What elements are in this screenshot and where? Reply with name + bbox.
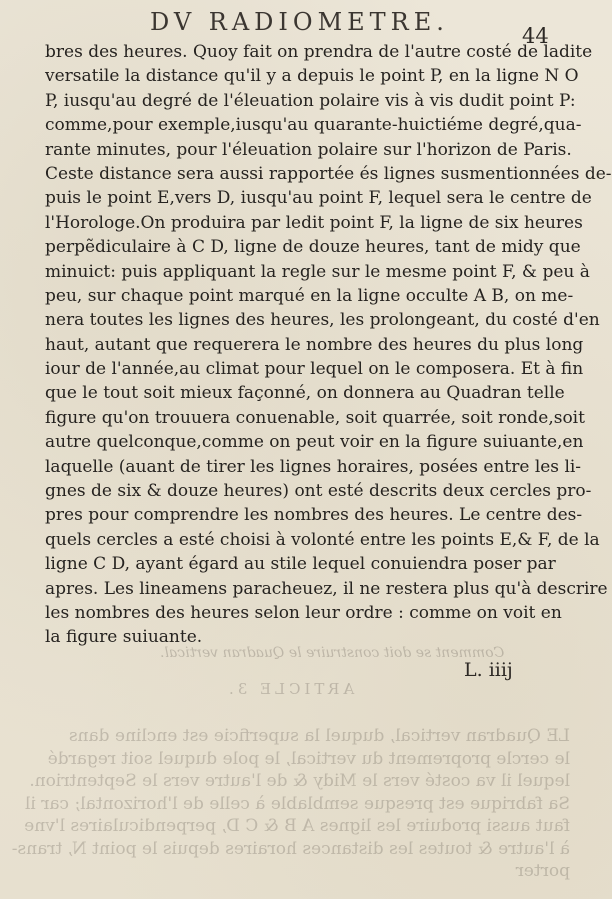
text-line: figure qu'on trouuera conuenable, soit quarrée, soit ronde,soit bbox=[45, 407, 585, 428]
page-number: 44 bbox=[522, 24, 549, 48]
text-line: que le tout soit mieux façonné, on donnera au Quadran telle bbox=[45, 383, 565, 404]
text-line: quels cercles a esté choisi à volonté entre les points E,& F, de la bbox=[45, 529, 600, 550]
text-line: perpẽdiculaire à C D, ligne de douze heures, tant de midy que bbox=[45, 237, 581, 258]
text-line: bres des heures. Quoy fait on prendra de l'autre costé de ladite bbox=[45, 42, 593, 62]
signature-mark: L. iiij bbox=[464, 659, 513, 681]
text-line: comme,pour exemple,iusqu'au quarante-huictiéme degré,qua- bbox=[45, 115, 582, 136]
text-line: apres. Les lineamens paracheuez, il ne restera plus qu'à descrire bbox=[45, 578, 608, 599]
text-line-final: la figure suiuante. bbox=[45, 627, 203, 648]
text-line: peu, sur chaque point marqué en la ligne occulte A B, on me- bbox=[45, 285, 574, 306]
text-line: P, iusqu'au degré de l'éleuation polaire vis à vis dudit point P: bbox=[45, 90, 576, 111]
text-line: rante minutes, pour l'éleuation polaire sur l'horizon de Paris. bbox=[45, 139, 572, 160]
text-line: puis le point E,vers D, iusqu'au point F, lequel sera le centre de bbox=[45, 188, 592, 209]
text-line: les nombres des heures selon leur ordre : comme on voit en bbox=[45, 602, 562, 623]
show-through-line: à l'autre & toutes les distances horaires depuis le point N, trans- bbox=[11, 838, 570, 859]
text-line: nera toutes les lignes des heures, les prolongeant, du costé d'en bbox=[45, 310, 600, 331]
text-line: minuict: puis appliquant la regle sur le mesme point F, & peu à bbox=[45, 261, 590, 282]
running-head: DV RADIOMETRE. bbox=[150, 8, 449, 36]
text-line: haut, autant que requerera le nombre des heures du plus long bbox=[45, 334, 584, 355]
show-through-line: lequel il va costé vers le Midy & de l'autre vers le Septentrion. bbox=[29, 771, 570, 791]
text-line: pres pour comprendre les nombres des heures. Le centre des- bbox=[45, 505, 583, 526]
show-through-line: porter bbox=[515, 861, 570, 881]
show-through-line: Sa fabrique est presque semblable à celle de l'horizontal; car il bbox=[24, 793, 570, 814]
text-line: iour de l'année,au climat pour lequel on le composera. Et à fin bbox=[45, 359, 584, 380]
body-text bbox=[45, 40, 612, 650]
text-line: gnes de six & douze heures) ont esté descrits deux cercles pro- bbox=[45, 481, 592, 502]
text-line: autre quelconque,comme on peut voir en la figure suiuante,en bbox=[45, 432, 584, 453]
text-line: laquelle (auant de tirer les lignes horaires, posées entre les li- bbox=[45, 456, 582, 477]
show-through-line: LE Quadran vertical, duquel la superficie est encline dans bbox=[68, 726, 570, 746]
text-line: ligne C D, ayant égard au stile lequel conuiendra poser par bbox=[45, 554, 556, 575]
text-line: versatile la distance qu'il y a depuis le point P, en la ligne N O bbox=[45, 66, 579, 87]
show-through-caption: Comment se doit construire le Quadran vertical. bbox=[160, 645, 505, 661]
text-line: l'Horologe.On produira par ledit point F, la ligne de six heures bbox=[45, 212, 583, 233]
text-line: Ceste distance sera aussi rapportée és lignes susmentionnées de- bbox=[45, 163, 612, 184]
show-through-line: faut aussi produire les lignes A B & C D, perpendiculaires l'vne bbox=[24, 816, 570, 836]
show-through-text-block bbox=[11, 725, 570, 895]
show-through-line: le cercle proprement du vertical, le pole duquel soit regardé bbox=[47, 748, 570, 769]
show-through-article-heading: ARTICLE 3. bbox=[225, 680, 355, 698]
